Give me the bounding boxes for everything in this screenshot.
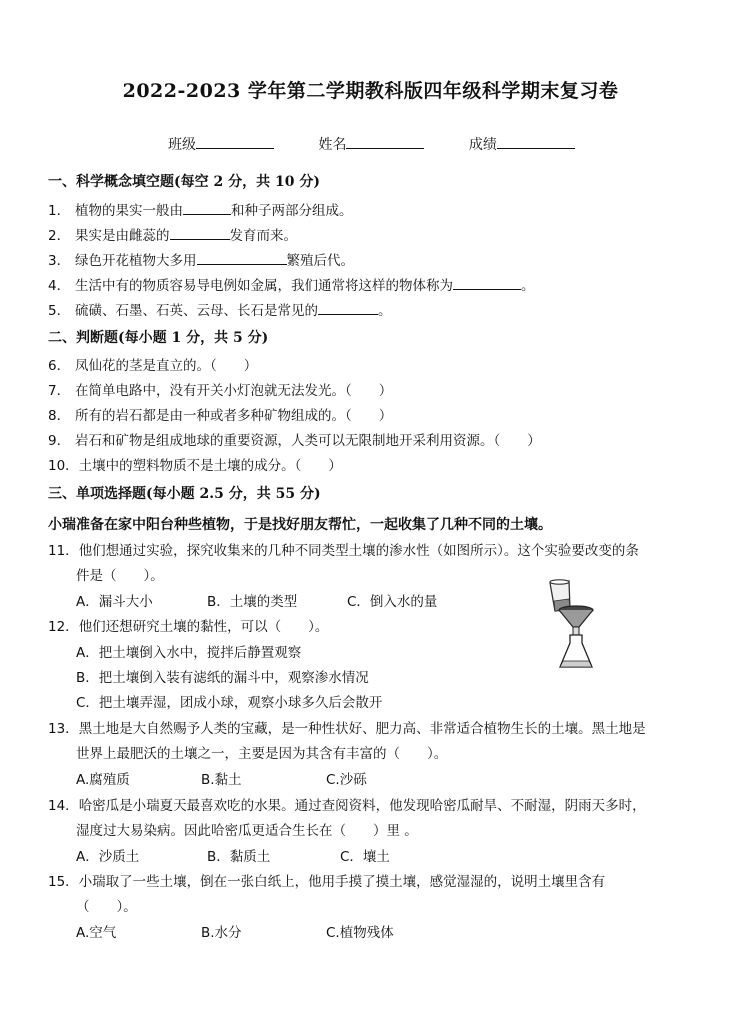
question-14 <box>48 797 646 815</box>
question-text: 绿色开花植物大多用 <box>75 253 197 269</box>
option-c[interactable]: C.植物残体 <box>326 925 394 941</box>
page-title: 2022-2023 学年第二学期教科版四年级科学期末复习卷 <box>122 80 619 102</box>
question-11-options <box>76 593 437 611</box>
question-14-options <box>76 848 390 866</box>
question-text: 岩石和矿物是组成地球的重要资源，人类可以无限制地开采利用资源。（ ） <box>75 433 541 449</box>
question-10 <box>48 457 342 475</box>
question-text: 果实是由雌蕊的 <box>75 228 170 244</box>
question-8 <box>48 407 392 425</box>
option-a[interactable]: A.空气 <box>76 925 117 941</box>
question-4 <box>48 277 535 295</box>
question-text: 。 <box>378 303 392 319</box>
question-number: 15． <box>48 874 79 890</box>
funnel-experiment-figure <box>545 577 595 671</box>
question-number: 5． <box>48 303 71 319</box>
question-2 <box>48 227 297 245</box>
answer-blank[interactable] <box>170 227 230 240</box>
question-9 <box>48 432 541 450</box>
option-b[interactable]: B.水分 <box>201 925 242 941</box>
question-11-line2: 件是（ ）。 <box>76 568 164 584</box>
option-a[interactable]: A．漏斗大小 <box>76 594 153 610</box>
section3-intro: 小瑞准备在家中阳台种些植物，于是找好朋友帮忙，一起收集了几种不同的土壤。 <box>48 517 552 533</box>
question-text: 土壤中的塑料物质不是土壤的成分。（ ） <box>78 458 342 474</box>
option-a[interactable]: A．沙质土 <box>76 849 140 865</box>
question-text: 小瑞取了一些土壤，倒在一张白纸上，他用手摸了摸土壤，感觉湿湿的，说明土壤里含有 <box>78 874 606 890</box>
question-13 <box>48 720 646 738</box>
option-c[interactable]: C．壤土 <box>340 849 390 865</box>
answer-blank[interactable] <box>197 252 287 265</box>
option-a[interactable]: A．把土壤倒入水中，搅拌后静置观察 <box>76 645 302 661</box>
question-text: 他们想通过实验，探究收集来的几种不同类型土壤的渗水性（如图所示）。这个实验要改变的条 <box>78 543 639 559</box>
question-text: 他们还想研究土壤的黏性，可以（ ）。 <box>78 619 329 635</box>
option-c[interactable]: C．倒入水的量 <box>347 594 438 610</box>
question-text: 在简单电路中，没有开关小灯泡就无法发光。（ ） <box>75 383 393 399</box>
answer-blank[interactable] <box>183 202 231 215</box>
question-12 <box>48 618 328 636</box>
question-15-line2: （ ）。 <box>76 899 137 915</box>
question-13-options <box>76 771 367 789</box>
section3-heading: 三、单项选择题(每小题 2.5 分，共 55 分) <box>48 486 321 502</box>
question-text: 所有的岩石都是由一种或者多种矿物组成的。（ ） <box>75 408 393 424</box>
question-11 <box>48 542 639 560</box>
answer-blank[interactable] <box>318 302 378 315</box>
name-blank[interactable] <box>346 136 424 149</box>
question-6 <box>48 357 257 375</box>
name-label: 姓名 <box>318 137 347 153</box>
question-number: 11． <box>48 543 79 559</box>
question-number: 10． <box>48 458 79 474</box>
question-15 <box>48 873 605 891</box>
question-text: 哈密瓜是小瑞夏天最喜欢吃的水果。通过查阅资料，他发现哈密瓜耐旱、不耐湿，阴雨天多时， <box>78 798 646 814</box>
score-label: 成绩 <box>468 137 497 153</box>
option-b[interactable]: B．土壤的类型 <box>207 594 298 610</box>
section2-heading: 二、判断题(每小题 1 分，共 5 分) <box>48 330 269 346</box>
question-text: 繁殖后代。 <box>286 253 354 269</box>
question-number: 1． <box>48 203 71 219</box>
class-label: 班级 <box>168 137 196 153</box>
question-1 <box>48 202 353 220</box>
question-number: 9． <box>48 433 71 449</box>
question-number: 6． <box>48 358 71 374</box>
question-text: 凤仙花的茎是直立的。（ ） <box>75 358 258 374</box>
option-b[interactable]: B．黏质土 <box>207 849 271 865</box>
option-c[interactable]: C.沙砾 <box>326 772 367 788</box>
question-14-line2: 湿度过大易染病。因此哈密瓜更适合生长在（ ）里 。 <box>76 823 418 839</box>
option-b[interactable]: B.黏土 <box>201 772 242 788</box>
option-b[interactable]: B．把土壤倒入装有滤纸的漏斗中，观察渗水情况 <box>76 670 369 686</box>
question-text: 黑土地是大自然赐予人类的宝藏，是一种性状好、肥力高、非常适合植物生长的土壤。黑土地是 <box>78 721 646 737</box>
question-7 <box>48 382 392 400</box>
question-number: 4． <box>48 278 71 294</box>
question-text: 硫磺、石墨、石英、云母、长石是常见的 <box>75 303 318 319</box>
question-text: 发育而来。 <box>229 228 297 244</box>
question-text: 和种子两部分组成。 <box>231 203 353 219</box>
question-text: 。 <box>521 278 535 294</box>
question-5 <box>48 302 392 320</box>
class-blank[interactable] <box>196 136 274 149</box>
question-3 <box>48 252 354 270</box>
answer-blank[interactable] <box>453 277 521 290</box>
question-text: 生活中有的物质容易导电例如金属，我们通常将这样的物体称为 <box>75 278 453 294</box>
question-number: 14． <box>48 798 79 814</box>
option-a[interactable]: A.腐殖质 <box>76 772 130 788</box>
question-number: 3． <box>48 253 71 269</box>
score-blank[interactable] <box>497 136 575 149</box>
option-c[interactable]: C．把土壤弄湿，团成小球，观察小球多久后会散开 <box>76 695 383 711</box>
question-number: 12． <box>48 619 79 635</box>
question-number: 8． <box>48 408 71 424</box>
question-15-options <box>76 924 394 942</box>
question-13-line2: 世界上最肥沃的土壤之一，主要是因为其含有丰富的（ ）。 <box>76 746 448 762</box>
section1-heading: 一、科学概念填空题(每空 2 分，共 10 分) <box>48 174 320 190</box>
question-number: 7． <box>48 383 71 399</box>
student-info-row <box>168 134 575 154</box>
question-number: 2． <box>48 228 71 244</box>
question-number: 13． <box>48 721 79 737</box>
question-text: 植物的果实一般由 <box>75 203 183 219</box>
